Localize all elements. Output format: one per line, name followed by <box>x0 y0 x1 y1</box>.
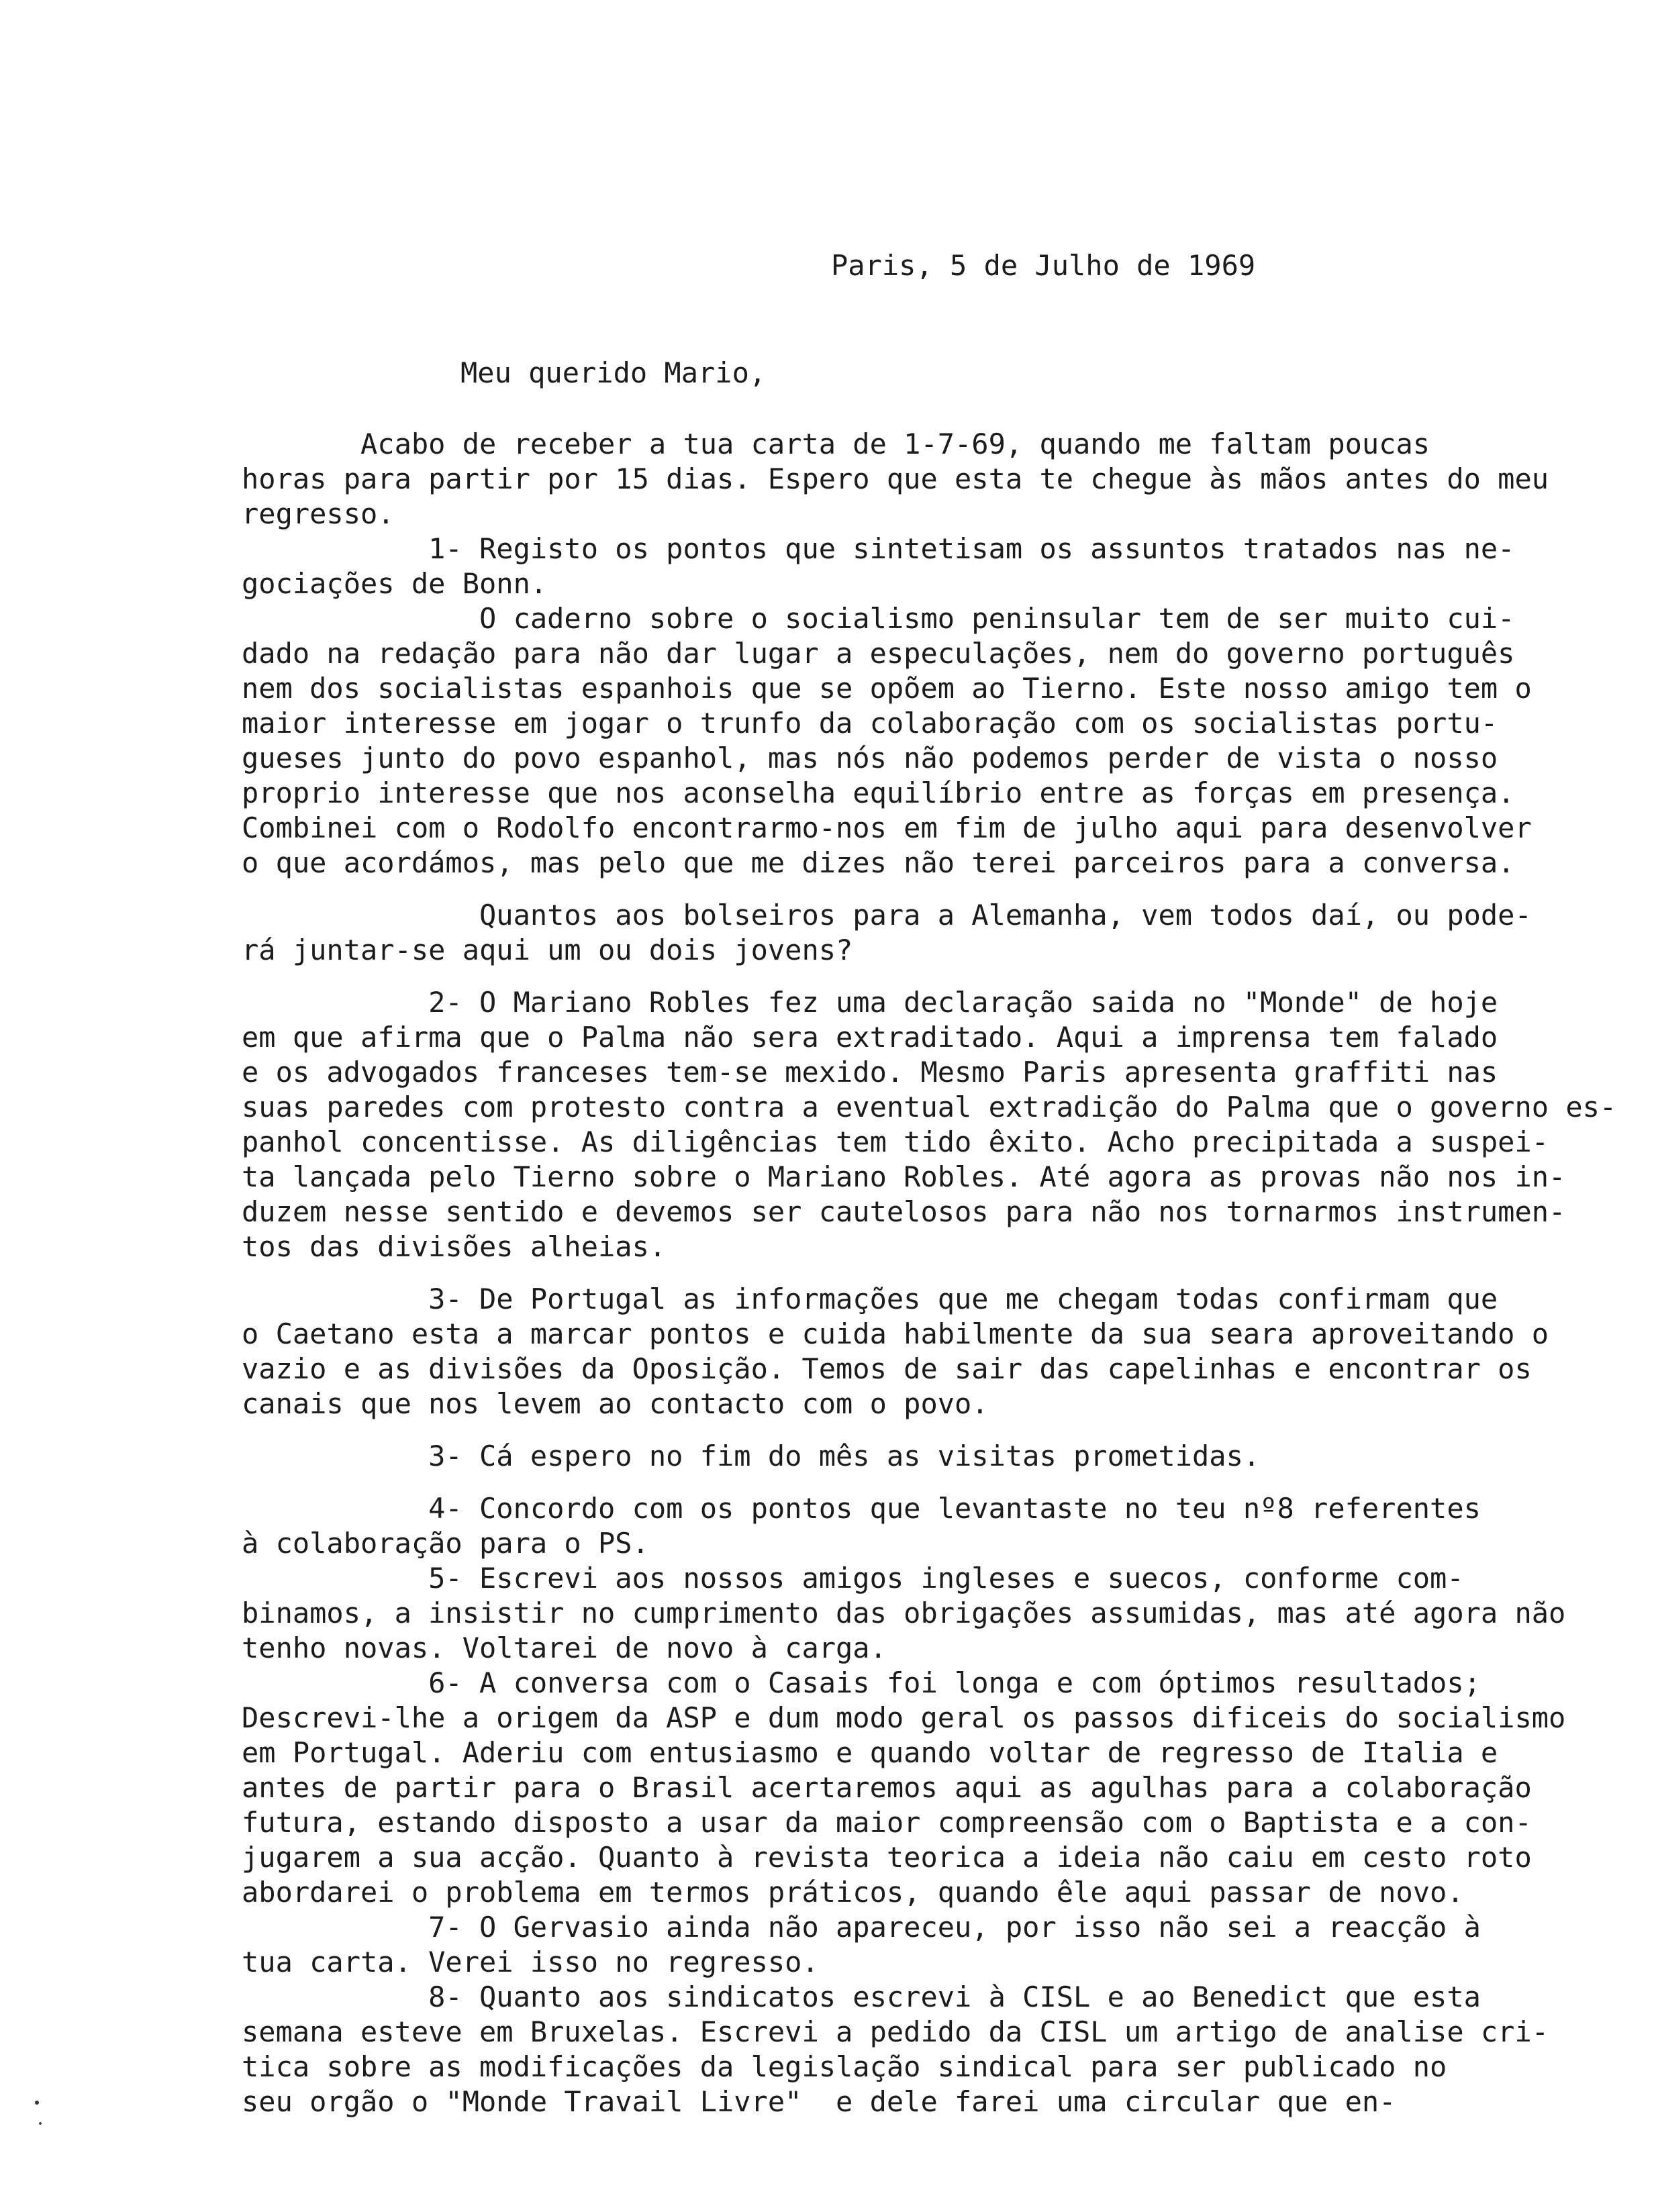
letter-line: 8- Quanto aos sindicatos escrevi à CISL e ao Benedict que esta <box>242 1980 1481 2013</box>
letter-line: 2- O Mariano Robles fez uma declaração saida no "Monde" de hoje <box>242 986 1498 1019</box>
letter-body <box>242 427 1617 2119</box>
letter-line: gociações de Bonn. <box>242 567 548 600</box>
letter-line: 4- Concordo com os pontos que levantaste no teu nº8 referentes <box>242 1492 1481 1525</box>
letter-line: tos das divisões alheias. <box>242 1230 667 1263</box>
letter-line: duzem nesse sentido e devemos ser cautelosos para não nos tornarmos instrumen- <box>242 1195 1566 1228</box>
letter-line: à colaboração para o PS. <box>242 1527 649 1560</box>
letter-line: 3- Cá espero no fim do mês as visitas prometidas. <box>242 1440 1261 1472</box>
letter-salutation: Meu querido Mario, <box>460 356 767 389</box>
letter-line: semana esteve em Bruxelas. Escrevi a pedido da CISL um artigo de analise cri- <box>242 2015 1549 2048</box>
letter-line: 1- Registo os pontos que sintetisam os assuntos tratados nas ne- <box>242 532 1515 565</box>
letter-date: Paris, 5 de Julho de 1969 <box>831 249 1256 282</box>
letter-line: 5- Escrevi aos nossos amigos ingleses e suecos, conforme com- <box>242 1562 1464 1595</box>
letter-line: nem dos socialistas espanhois que se opõem ao Tierno. Este nosso amigo tem o <box>242 672 1532 705</box>
letter-line: 7- O Gervasio ainda não apareceu, por isso não sei a reacção à <box>242 1911 1481 1944</box>
letter-line: 6- A conversa com o Casais foi longa e com óptimos resultados; <box>242 1666 1481 1699</box>
letter-line: futura, estando disposto a usar da maior compreensão com o Baptista e a con- <box>242 1806 1532 1839</box>
letter-line: panhol concentisse. As diligências tem tido êxito. Acho precipitada a suspei- <box>242 1125 1549 1158</box>
letter-line: canais que nos levem ao contacto com o povo. <box>242 1387 989 1420</box>
letter-line: maior interesse em jogar o trunfo da colaboração com os socialistas portu- <box>242 707 1498 740</box>
letter-line: tica sobre as modificações da legislação sindical para ser publicado no <box>242 2050 1447 2083</box>
letter-line: o Caetano esta a marcar pontos e cuida habilmente da sua seara aproveitando o <box>242 1317 1549 1350</box>
letter-line: ta lançada pelo Tierno sobre o Mariano Robles. Até agora as provas não nos in- <box>242 1160 1566 1193</box>
paragraph-gap <box>242 968 1611 985</box>
letter-line: rá juntar-se aqui um ou dois jovens? <box>242 934 853 966</box>
letter-line: Acabo de receber a tua carta de 1-7-69, quando me faltam poucas <box>242 428 1430 460</box>
paper-speck <box>39 2122 42 2125</box>
letter-line: gueses junto do povo espanhol, mas nós não podemos perder de vista o nosso <box>242 742 1498 774</box>
letter-line: O caderno sobre o socialismo peninsular tem de ser muito cui- <box>242 602 1515 635</box>
letter-line: em que afirma que o Palma não sera extraditado. Aqui a imprensa tem falado <box>242 1021 1498 1054</box>
letter-line: abordarei o problema em termos práticos, quando êle aqui passar de novo. <box>242 1876 1464 1909</box>
letter-line: vazio e as divisões da Oposição. Temos de sair das capelinhas e encontrar os <box>242 1352 1532 1385</box>
letter-line: binamos, a insistir no cumprimento das obrigações assumidas, mas até agora não <box>242 1597 1566 1629</box>
letter-line: suas paredes com protesto contra a eventual extradição do Palma que o governo es- <box>242 1091 1617 1123</box>
letter-line: Descrevi-lhe a origem da ASP e dum modo geral os passos dificeis do socialismo <box>242 1701 1566 1734</box>
letter-line: e os advogados franceses tem-se mexido. Mesmo Paris apresenta graffiti nas <box>242 1056 1498 1089</box>
letter-line: regresso. <box>242 497 395 530</box>
letter-line: Combinei com o Rodolfo encontrarmo-nos em fim de julho aqui para desenvolver <box>242 811 1532 844</box>
letter-line: o que acordámos, mas pelo que me dizes não terei parceiros para a conversa. <box>242 846 1515 879</box>
letter-line: tua carta. Verei isso no regresso. <box>242 1946 819 1978</box>
paragraph-gap <box>242 1474 1611 1491</box>
paper-speck <box>35 2101 39 2105</box>
paragraph-gap <box>242 881 1611 898</box>
letter-line: dado na redação para não dar lugar a especulações, nem do governo português <box>242 637 1515 670</box>
letter-line: tenho novas. Voltarei de novo à carga. <box>242 1631 887 1664</box>
letter-line: 3- De Portugal as informações que me chegam todas confirmam que <box>242 1283 1498 1315</box>
letter-line: em Portugal. Aderiu com entusiasmo e quando voltar de regresso de Italia e <box>242 1736 1498 1769</box>
paragraph-gap <box>242 1264 1611 1282</box>
letter-line: proprio interesse que nos aconselha equilíbrio entre as forças em presença. <box>242 776 1515 809</box>
letter-line: jugarem a sua acção. Quanto à revista teorica a ideia não caiu em cesto roto <box>242 1841 1532 1874</box>
letter-line: Quantos aos bolseiros para a Alemanha, vem todos daí, ou pode- <box>242 899 1532 932</box>
letter-line: seu orgão o "Monde Travail Livre" e dele farei uma circular que en- <box>242 2085 1396 2118</box>
letter-line: horas para partir por 15 dias. Espero que esta te chegue às mãos antes do meu <box>242 462 1549 495</box>
letter-line: antes de partir para o Brasil acertaremos aqui as agulhas para a colaboração <box>242 1771 1532 1804</box>
paragraph-gap <box>242 1421 1611 1439</box>
